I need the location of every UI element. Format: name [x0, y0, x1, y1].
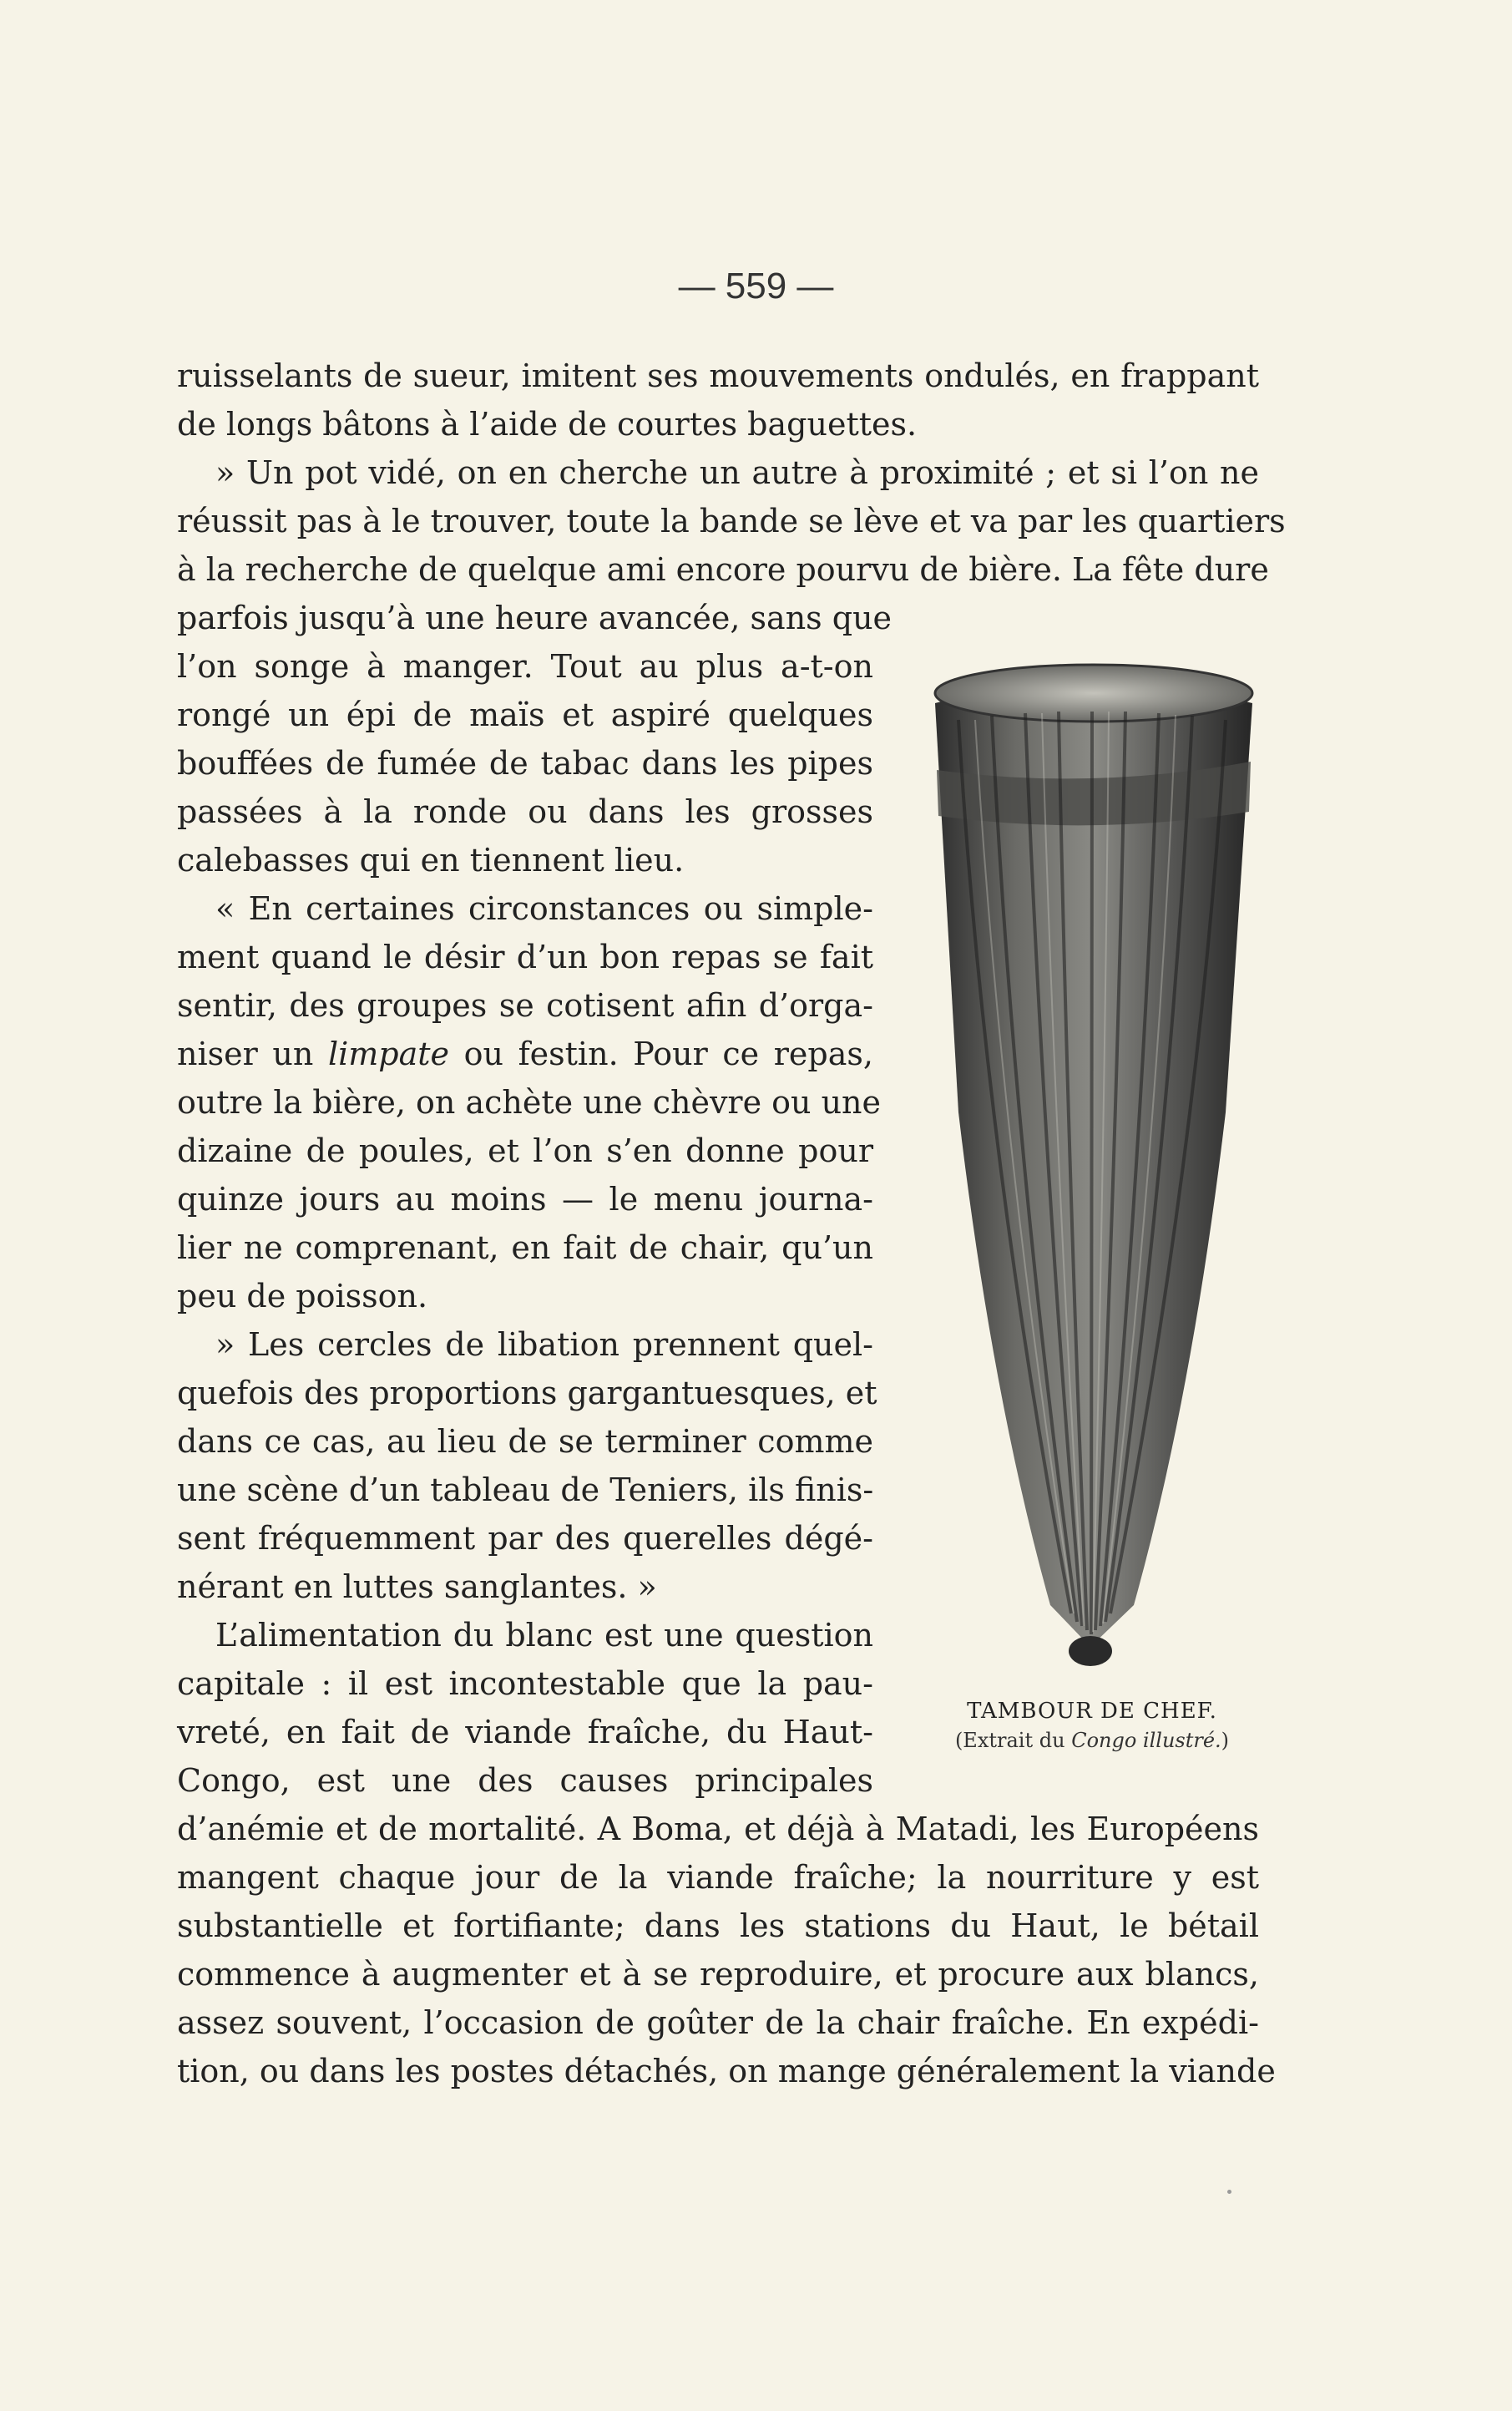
chief-drum-illustration	[925, 645, 1259, 1689]
text-line	[177, 1030, 873, 1078]
text-line: Congo, est une des causes principales	[177, 1762, 873, 1799]
text-line: nérant en luttes sanglantes. »	[177, 1568, 657, 1605]
text-line: rongé un épi de maïs et aspiré quelques	[177, 696, 873, 733]
text-line: » Les cercles de libation prennent quel-	[215, 1326, 873, 1363]
text-line: réussit pas à le trouver, toute la bande se lève et va par les quartiers	[177, 503, 1286, 539]
text-line: quefois des proportions gargantuesques, et	[177, 1375, 877, 1411]
text-line: une scène d’un tableau de Teniers, ils finis-	[177, 1471, 874, 1508]
text-line: lier ne comprenant, en fait de chair, qu’un	[177, 1229, 873, 1266]
text-line: bouffées de fumée de tabac dans les pipes	[177, 745, 873, 782]
figure-caption-title: TAMBOUR DE CHEF.	[967, 1699, 1217, 1724]
text-line: commence à augmenter et à se reproduire, et procure aux blancs,	[177, 1956, 1259, 1993]
text-line: parfois jusqu’à une heure avancée, sans que	[177, 600, 893, 636]
text-line: substantielle et fortifiante; dans les stations du Haut, le bétail	[177, 1907, 1259, 1944]
text-fragment: ou festin. Pour ce repas,	[463, 1036, 873, 1072]
text-line: dizaine de poules, et l’on s’en donne pour	[177, 1132, 873, 1169]
text-line: mangent chaque jour de la viande fraîche; la nourriture y est	[177, 1859, 1259, 1896]
text-line: L’alimentation du blanc est une question	[215, 1617, 873, 1654]
italic-term: limpate	[327, 1036, 450, 1072]
text-line: sentir, des groupes se cotisent afin d’orga-	[177, 987, 873, 1024]
text-line: vreté, en fait de viande fraîche, du Haut-	[177, 1714, 873, 1750]
text-line: dans ce cas, au lieu de se terminer comme	[177, 1423, 873, 1460]
text-line: d’anémie et de mortalité. A Boma, et déjà à Matadi, les Européens	[177, 1811, 1259, 1847]
text-line: » Un pot vidé, on en cherche un autre à proximité ; et si l’on ne	[215, 454, 1259, 491]
caption-source-suffix: )	[1221, 1729, 1230, 1752]
text-line: assez souvent, l’occasion de goûter de la chair fraîche. En expédi-	[177, 2004, 1259, 2041]
print-speck	[1227, 2190, 1231, 2194]
text-line: sent fréquemment par des querelles dégé-	[177, 1520, 873, 1557]
text-line: de longs bâtons à l’aide de courtes baguettes.	[177, 406, 918, 443]
caption-source-prefix: (Extrait du	[954, 1729, 1065, 1752]
text-line: quinze jours au moins — le menu journa-	[177, 1181, 873, 1218]
text-line: l’on songe à manger. Tout au plus a-t-on	[177, 648, 873, 685]
drum-head	[935, 665, 1252, 722]
figure-caption-source	[910, 1729, 1274, 1752]
text-line: à la recherche de quelque ami encore pourvu de bière. La fête dure	[177, 551, 1269, 588]
text-fragment: niser un	[177, 1036, 314, 1072]
text-line: passées à la ronde ou dans les grosses	[177, 793, 873, 830]
text-line: ruisselants de sueur, imitent ses mouvements ondulés, en frappant	[177, 357, 1259, 394]
text-line: ment quand le désir d’un bon repas se fait	[177, 939, 873, 975]
page-number: — 559 —	[678, 266, 834, 306]
text-line: capitale : il est incontestable que la pau-	[177, 1665, 873, 1702]
caption-source-italic: Congo illustré.	[1071, 1729, 1221, 1752]
drum-foot	[1069, 1636, 1112, 1666]
text-line: tion, ou dans les postes détachés, on mange généralement la viande	[177, 2053, 1276, 2089]
text-line: « En certaines circonstances ou simple-	[215, 890, 873, 927]
text-line: calebasses qui en tiennent lieu.	[177, 842, 685, 879]
text-line: outre la bière, on achète une chèvre ou une	[177, 1084, 882, 1121]
text-line: peu de poisson.	[177, 1278, 428, 1314]
